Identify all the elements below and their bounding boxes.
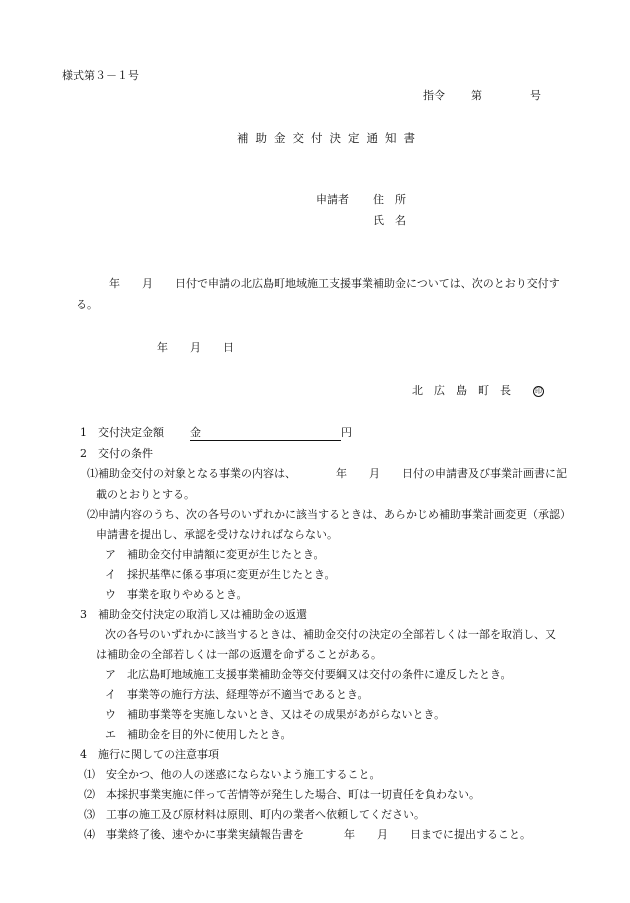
mayor-line — [412, 384, 544, 398]
sec2-cond1-b: 日付の申請書及び事業計画書に記 — [402, 467, 567, 480]
sec4-label: 施行に関しての注意事項 — [98, 748, 219, 761]
ref-prefix: 指令 — [423, 89, 445, 102]
sec4-note-4-month: 月 — [377, 828, 388, 841]
section-1 — [80, 426, 352, 441]
sec3-item-e: エ 補助金を目的外に使用したとき。 — [105, 728, 292, 741]
sec1-label: 交付決定金額 — [98, 426, 164, 439]
sec4-note-3: ⑶ 工事の施工及び原材料は原則、町内の業者へ依頼してください。 — [84, 808, 425, 821]
sec2-label: 交付の条件 — [98, 447, 153, 460]
sec3-item-i: イ 事業等の施行方法、経理等が不適当であるとき。 — [105, 688, 369, 701]
applicant-label: 申請者 — [316, 193, 349, 206]
sec3-para-2: は補助金の全部若しくは一部の返還を命ずることがある。 — [96, 648, 382, 661]
ref-go: 号 — [530, 89, 541, 102]
sec4-note-4-b: 日までに提出すること。 — [410, 828, 531, 841]
sec3-num: 3 — [80, 608, 87, 621]
date-year: 年 — [157, 341, 168, 354]
address-label: 住 所 — [373, 193, 406, 206]
intro-month: 月 — [142, 277, 153, 290]
sec1-yen: 円 — [341, 426, 352, 439]
sec2-cond2-cont: 申請書を提出し、承認を受けなければならない。 — [96, 528, 338, 541]
sec2-cond1-year: 年 — [336, 467, 347, 480]
sec2-item-i: イ 採択基準に係る事項に変更が生じたとき。 — [105, 568, 336, 581]
sec4-note-4-year: 年 — [344, 828, 355, 841]
sec2-cond2: ⑵申請内容のうち、次の各号のいずれかに該当するときは、あらかじめ補助事業計画変更（承認） — [87, 508, 571, 521]
sec4-note-4-a: ⑷ 事業終了後、速やかに事業実績報告書を — [84, 828, 304, 841]
sec2-num: 2 — [80, 447, 87, 460]
sec4-note-2: ⑵ 本採択事業実施に伴って苦情等が発生した場合、町は一切責任を負わない。 — [84, 788, 480, 801]
sec2-cond1-month: 月 — [369, 467, 380, 480]
sec3-item-a: ア 北広島町地域施工支援事業補助金等交付要綱又は交付の条件に違反したとき。 — [105, 668, 512, 681]
sec2-cond1 — [87, 467, 567, 481]
intro-text: 日付で申請の北広島町地域施工支援事業補助金については、次のとおり交付す — [175, 277, 560, 290]
section-2-heading — [80, 447, 153, 461]
amount-underline — [190, 426, 341, 441]
mayor-title: 北 広 島 町 長 — [412, 384, 511, 397]
sec4-note-1: ⑴ 安全かつ、他の人の迷惑にならないよう施工すること。 — [84, 768, 381, 781]
section-3-heading — [80, 608, 307, 622]
doc-title: 補助金交付決定通知書 — [237, 131, 422, 145]
intro-continuation: る。 — [76, 298, 98, 311]
date-month: 月 — [190, 341, 201, 354]
sec2-item-a: ア 補助金交付申請額に変更が生じたとき。 — [105, 548, 325, 561]
sec2-item-u: ウ 事業を取りやめるとき。 — [105, 588, 248, 601]
date-day: 日 — [223, 341, 234, 354]
issue-date — [157, 341, 234, 355]
sec3-para-1: 次の各号のいずれかに該当するときは、補助金交付の決定の全部若しくは一部を取消し、又 — [105, 628, 556, 641]
sec2-cond1-a: ⑴補助金交付の対象となる事業の内容は、 — [87, 467, 296, 480]
ref-dai: 第 — [471, 89, 482, 102]
sec2-cond1-cont: 載のとおりとする。 — [96, 488, 195, 501]
reference-number — [423, 89, 541, 103]
form-number: 様式第３－１号 — [62, 69, 139, 82]
section-4-heading — [80, 748, 219, 762]
name-label: 氏 名 — [373, 214, 406, 227]
seal-mark: 印 — [535, 386, 542, 395]
intro-year: 年 — [109, 277, 120, 290]
sec4-note-4 — [84, 828, 531, 842]
sec4-num: 4 — [80, 748, 87, 761]
sec1-num: 1 — [80, 426, 87, 439]
sec3-label: 補助金交付決定の取消し又は補助金の返還 — [98, 608, 307, 621]
intro-line — [109, 277, 560, 291]
sec3-item-u: ウ 補助事業等を実施しないとき、又はその成果があがらないとき。 — [105, 708, 446, 721]
sec1-kin: 金 — [190, 426, 201, 439]
